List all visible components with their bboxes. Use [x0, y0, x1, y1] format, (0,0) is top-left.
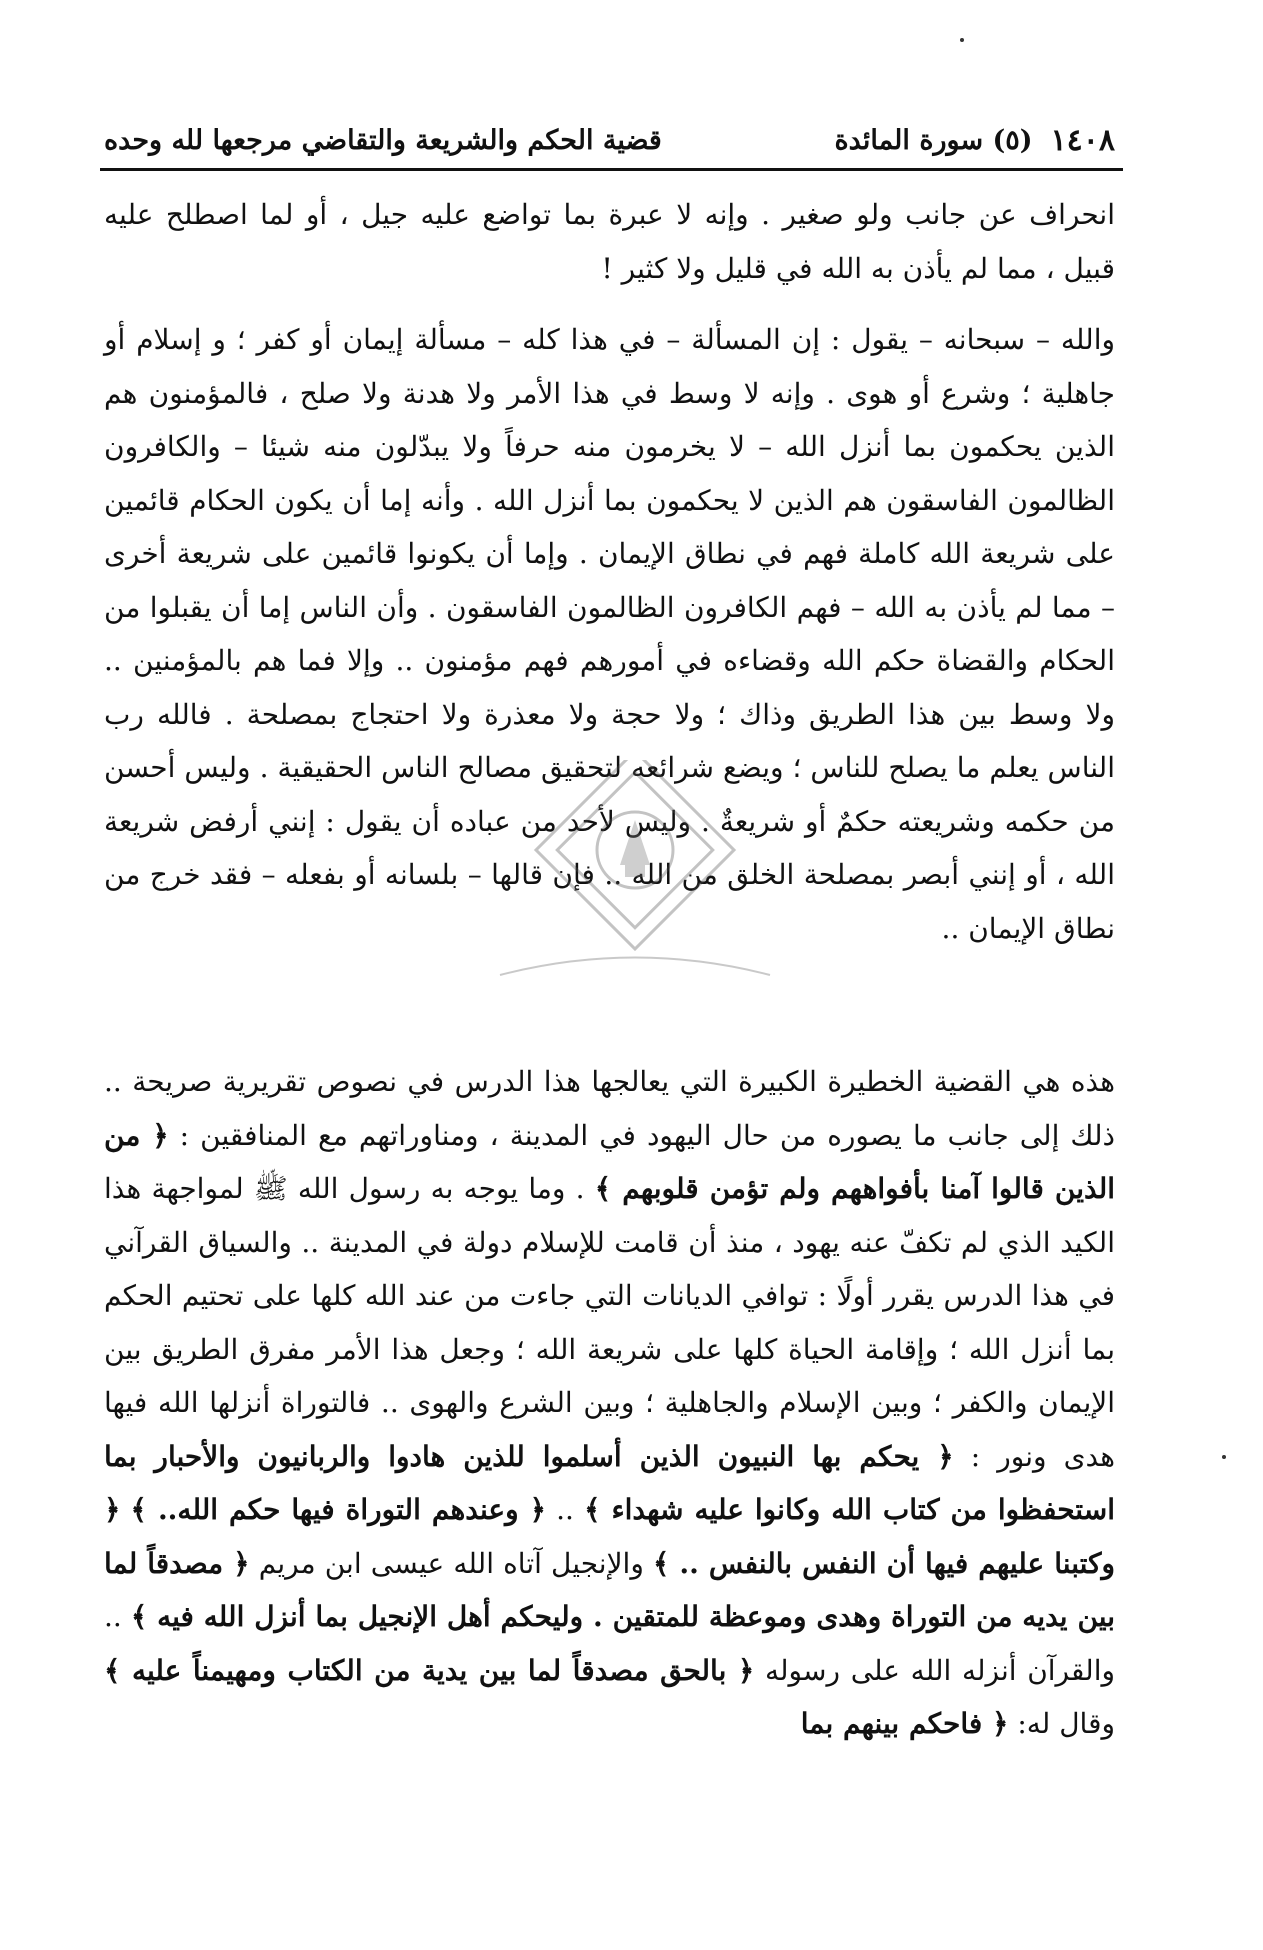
scan-speck — [1222, 1455, 1226, 1459]
page-number: ١٤٠٨ — [1050, 122, 1115, 158]
paragraph — [104, 313, 1115, 955]
quran-verse: ﴿ وكتبنا عليهم فيها أن النفس بالنفس .. ﴾ — [104, 1493, 1115, 1580]
running-title: قضية الحكم والشريعة والتقاضي مرجعها لله وحده — [104, 124, 662, 156]
text-segment: .. — [546, 1493, 585, 1526]
quran-verse: ﴿ وعندهم التوراة فيها حكم الله.. ﴾ — [130, 1493, 547, 1526]
paragraph — [104, 188, 1115, 295]
text-segment: والإنجيل آتاه الله عيسى ابن مريم — [249, 1546, 653, 1580]
scan-speck — [960, 38, 964, 42]
quran-verse: ﴿ مصدقاً لما بين يديه من التوراة وهدى وموعظة للمتقين . وليحكم أهل الإنجيل بما أنزل الله فيه ﴾ — [104, 1546, 1116, 1633]
header-rule — [100, 168, 1123, 171]
body-text — [104, 188, 1115, 1751]
header-right — [835, 123, 1115, 158]
quran-verse: ﴿ فاحكم بينهم بما — [800, 1707, 1009, 1740]
text-segment: .. والقرآن أنزله الله على رسوله — [104, 1600, 1115, 1687]
quran-verse: ﴿ يحكم بها النبيون الذين أسلموا للذين هادوا والربانيون والأحبار بما استحفظوا من كتاب الله وكانوا عليه شهداء ﴾ — [104, 1439, 1115, 1526]
text-segment: وقال له: — [1008, 1707, 1115, 1740]
quran-verse: ﴿ بالحق مصدقاً لما بين يدية من الكتاب ومهيمناً عليه ﴾ — [104, 1653, 755, 1687]
paragraph — [104, 1055, 1115, 1751]
text-segment: انحراف عن جانب ولو صغير . وإنه لا عبرة بما تواضع عليه جيل ، أو لما اصطلح عليه قبيل ، مما لم يأذن به الله في قليل ولا كثير ! — [104, 198, 1115, 285]
text-segment: هذه هي القضية الخطيرة الكبيرة التي يعالجها هذا الدرس في نصوص تقريرية صريحة .. ذلك إلى جانب ما يصوره من حال اليهود في المدينة ، ومناوراتهم مع المنافقين : — [104, 1065, 1116, 1152]
quran-verse: ﴿ من الذين قالوا آمنا بأفواههم ولم تؤمن قلوبهم ﴾ — [104, 1118, 1115, 1205]
surah-label: (٥) سورة المائدة — [834, 124, 1033, 156]
text-segment: . وما يوجه به رسول الله ﷺ لمواجهة هذا الكيد الذي لم تكفّ عنه يهود ، منذ أن قامت للإسلام دولة في المدينة .. والسياق القرآني في هذا الدرس يقرر أولًا : توافي الديانات التي جاءت من عند الله كلها على تحتيم الحكم بما أنزل الله ؛ وإقامة الحياة كلها على شريعة الله ؛ وجعل هذا الأمر مفرق الطريق بين الإيمان والكفر ؛ وبين الإسلام والجاهلية ؛ وبين الشرع والهوى .. فالتوراة أنزلها الله فيها هدى ونور : — [104, 1172, 1115, 1473]
text-segment — [120, 1493, 130, 1526]
text-segment: والله – سبحانه – يقول : إن المسألة – في هذا كله – مسألة إيمان أو كفر ؛ و إسلام أو جاهلية ؛ وشرع أو هوى . وإنه لا وسط في هذا الأمر ولا هدنة ولا صلح ، فالمؤمنون هم الذين يحكمون بما أنزل الله – لا يخرمون منه حرفاً ولا يبدّلون منه شيئا – والكافرون الظالمون الفاسقون هم الذين لا يحكمون بما أنزل الله . وأنه إما أن يكون الحكام قائمين على شريعة الله كاملة فهم في نطاق الإيمان . وإما أن يكونوا قائمين على شريعة أخرى – مما لم يأذن به الله – فهم الكافرون الظالمون الفاسقون . وأن الناس إما أن يقبلوا من الحكام والقضاة حكم الله وقضاءه في أمورهم فهم مؤمنون .. وإلا فما هم بالمؤمنين .. ولا وسط بين هذا الطريق وذاك ؛ ولا حجة ولا معذرة ولا احتجاج بمصلحة . فالله رب الناس يعلم ما يصلح للناس ؛ ويضع شرائعه لتحقيق مصالح الناس الحقيقية . وليس أحسن من حكمه وشريعته حكمٌ أو شريعةٌ . وليس لأحد من عباده أن يقول : إنني أرفض شريعة الله ، أو إنني أبصر بمصلحة الخلق من الله .. فإن قالها – بلسانه أو بفعله – فقد خرج من نطاق الإيمان .. — [104, 323, 1115, 945]
page-header — [104, 118, 1115, 162]
